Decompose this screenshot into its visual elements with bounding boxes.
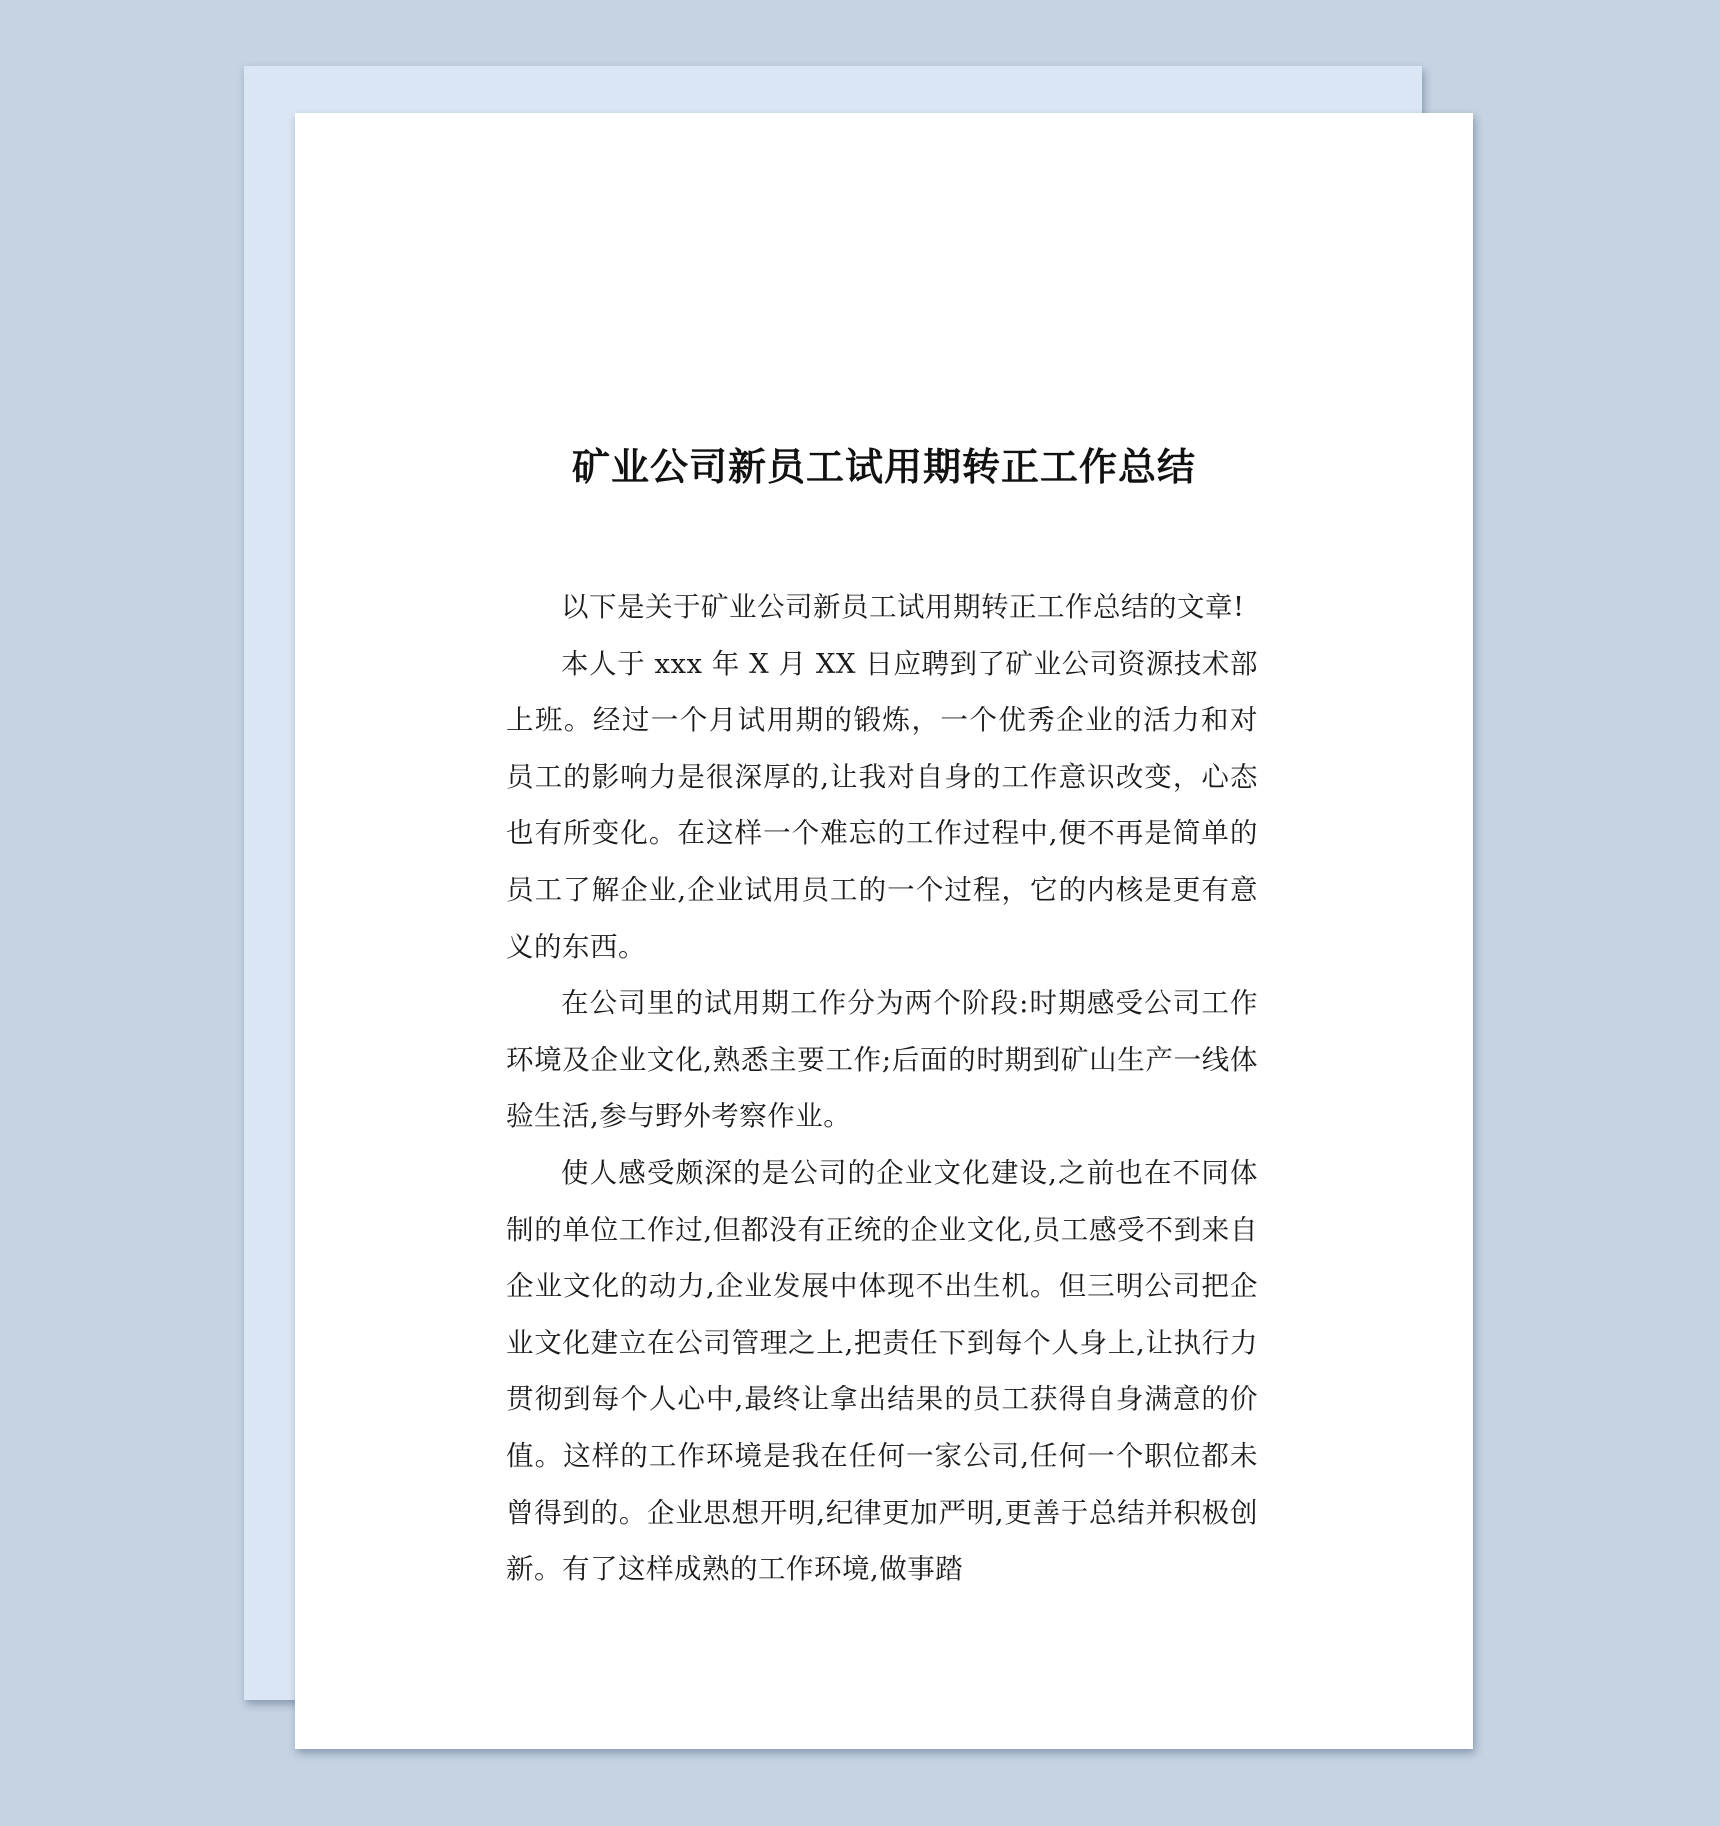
body-paragraph-1: 本人于 xxx 年 X 月 XX 日应聘到了矿业公司资源技术部上班。经过一个月试用期的锻炼，一个优秀企业的活力和对员工的影响力是很深厚的,让我对自身的工作意识改变，心态也有所变化。在这样一个难忘的工作过程中,便不再是简单的员工了解企业,企业试用员工的一个过程，它的内核是更有意义的东西。 [506, 647, 1258, 963]
body-paragraph-intro: 以下是关于矿业公司新员工试用期转正工作总结的文章! [561, 591, 1245, 623]
document-title: 矿业公司新员工试用期转正工作总结 [571, 445, 1196, 489]
document-body [506, 579, 1258, 1598]
body-paragraph-3: 使人感受颇深的是公司的企业文化建设,之前也在不同体制的单位工作过,但都没有正统的企业文化,员工感受不到来自企业文化的动力,企业发展中体现不出生机。但三明公司把企业文化建立在公司管理之上,把责任下到每个人身上,让执行力贯彻到每个人心中,最终让拿出结果的员工获得自身满意的价值。这样的工作环境是我在任何一家公司,任何一个职位都未曾得到的。企业思想开明,纪律更加严明,更善于总结并积极创新。有了这样成熟的工作环境,做事踏 [506, 1156, 1258, 1586]
front-page-sheet [295, 113, 1473, 1749]
body-paragraph-2: 在公司里的试用期工作分为两个阶段:时期感受公司工作环境及企业文化,熟悉主要工作;后面的时期到矿山生产一线体验生活,参与野外考察作业。 [506, 987, 1258, 1133]
